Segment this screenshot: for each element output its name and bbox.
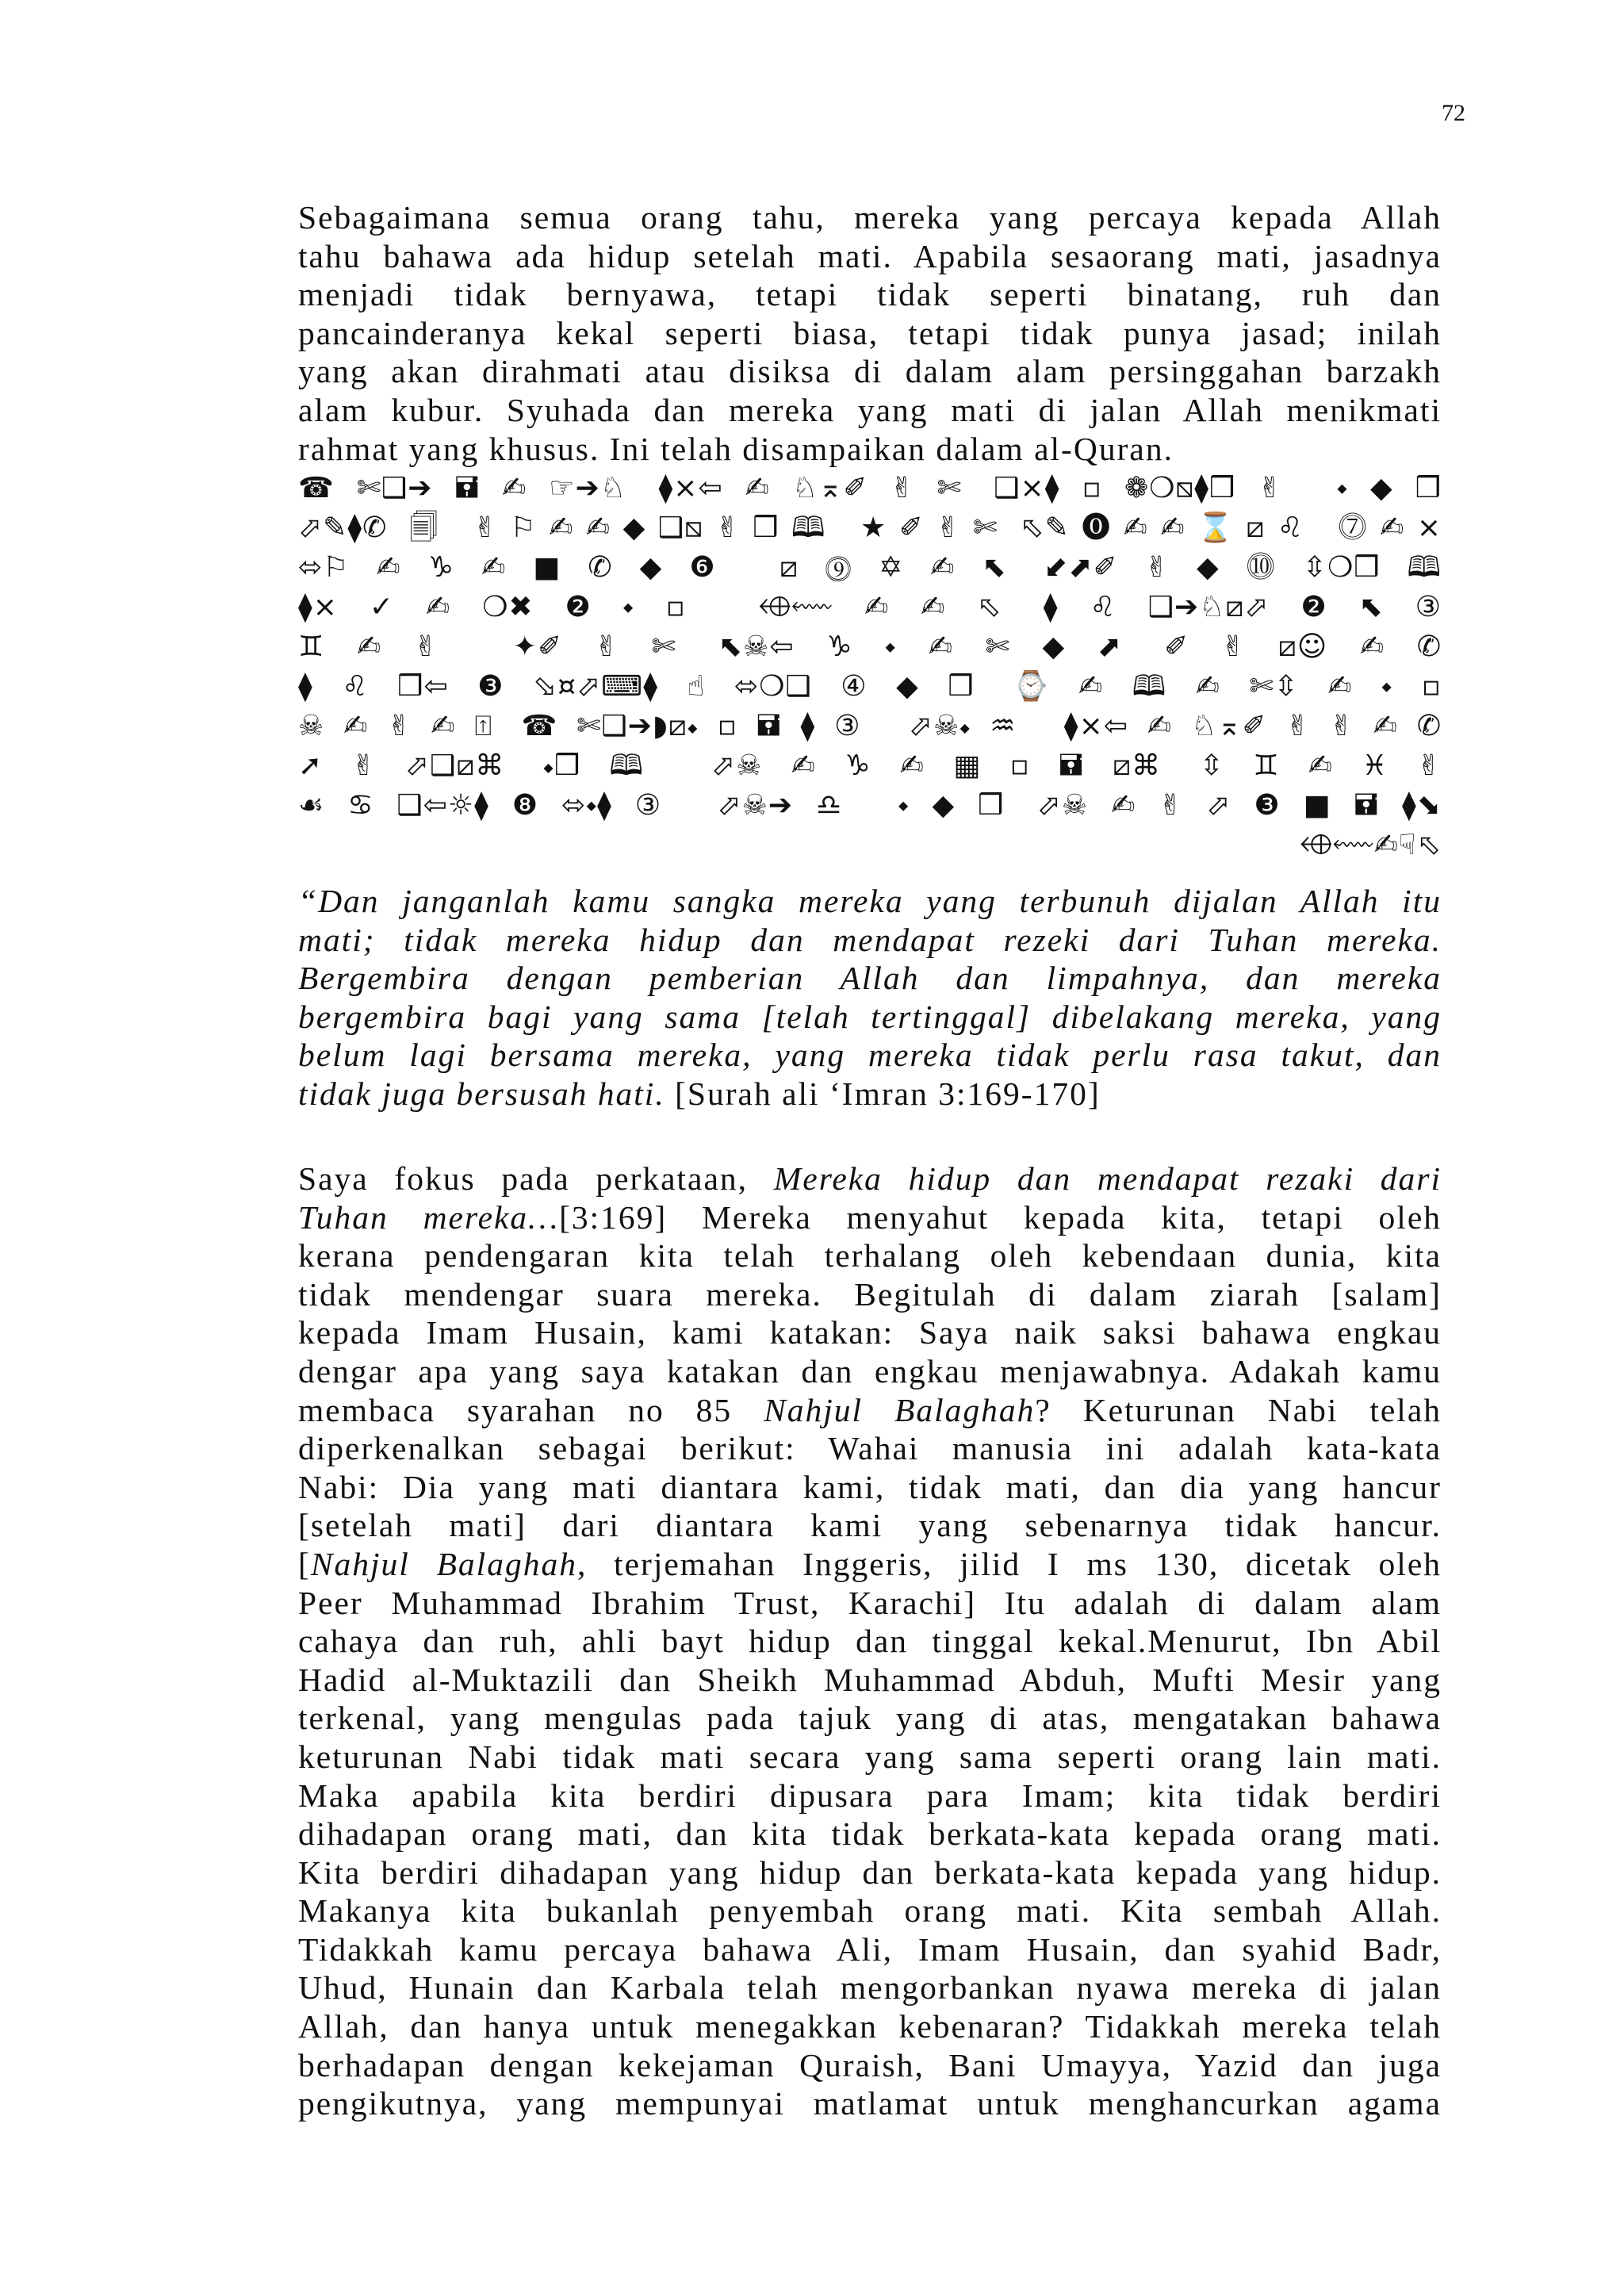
- paragraph-line: tidak mendengar suara mereka. Begitulah di dalam ziarah [salam]: [298, 1275, 1442, 1313]
- paragraph-line: Nabi: Dia yang mati diantara kami, tidak mati, dan dia yang hancur: [298, 1468, 1442, 1505]
- paragraph-line: Sebagaimana semua orang tahu, mereka yang percaya kepada Allah: [298, 199, 1442, 236]
- paragraph-line: Uhud, Hunain dan Karbala telah mengorbankan nyawa mereka di jalan: [298, 1969, 1442, 2007]
- paragraph-line: Maka apabila kita berdiri dipusara para Imam; kita tidak berdiri: [298, 1777, 1442, 1814]
- symbol-line: ⬲⬳✍☟⬁: [1300, 829, 1442, 861]
- symbol-line: ☎✄❑➔🖬✍☞➔♘ ⧫×⇦✍♘⌅✐✌✄ ❑×⧫▫❁❍⧅⧫❒✌ ⬩◆❒: [298, 472, 1442, 504]
- symbol-line: ⧫×✓✍❍✖❷⬩▫ ⬲⬳✍✍⬁ ⧫♌❑➔♘⧄⬀❷⬉③: [298, 591, 1442, 623]
- paragraph-line: kepada Imam Husain, kami katakan: Saya naik saksi bahawa engkau: [298, 1314, 1442, 1351]
- paragraph-1: [298, 198, 1442, 468]
- paragraph-line: keturunan Nabi tidak mati secara yang sama seperti orang lain mati.: [298, 1738, 1442, 1775]
- text-run: , terjemahan Inggeris, jilid I ms 130, dicetak oleh: [576, 1545, 1442, 1582]
- symbol-line: ☠✍✌✍⍐ ☎✄❑➔◗⧄⬩▫🖬⧫③ ⬀☠⬩♒ ⧫×⇦✍♘⌅✐✌✌✍✆: [298, 710, 1442, 742]
- emphasis-run: Mereka hidup dan mendapat rezaki dari: [773, 1160, 1442, 1197]
- paragraph-line: rahmat yang khusus. Ini telah disampaikan dalam al-Quran.: [298, 430, 1174, 467]
- garbled-arabic-verse: [298, 469, 1442, 865]
- paragraph-line: Allah, dan hanya untuk menegakkan kebenaran? Tidakkah mereka telah: [298, 2008, 1442, 2045]
- text-run: ? Keturunan Nabi telah: [1035, 1391, 1442, 1428]
- paragraph-line: [298, 1198, 1442, 1237]
- symbol-line: ⬄⚐✍♑✍■✆◆❻ ⧄⓽✡✍⬉ ⬋⬈✐✌◆⓾⇳❍❒🕮: [298, 551, 1442, 584]
- quote-line: belum lagi bersama mereka, yang mereka tidak perlu rasa takut, dan: [298, 1037, 1442, 1074]
- paragraph-line: yang akan dirahmati atau disiksa di dalam alam persinggahan barzakh: [298, 353, 1442, 390]
- symbol-line: ➚✌⬀❑⧄⌘ ⬩❒🕮 ⬀☠✍♑✍▦▫🖬⧄⌘ ⇳♊✍♓✌: [298, 749, 1442, 782]
- paragraph-2: [298, 1159, 1442, 2123]
- paragraph-line: pancainderanya kekal seperti biasa, tetapi tidak punya jasad; inilah: [298, 314, 1442, 351]
- paragraph-line: [setelah mati] dari diantara kami yang sebenarnya tidak hancur.: [298, 1507, 1442, 1544]
- page-number: 72: [1442, 100, 1465, 126]
- paragraph-line: Kita berdiri dihadapan yang hidup dan berkata-kata kepada yang hidup.: [298, 1853, 1442, 1891]
- symbol-line: ♊✍✌ ✦✐✌✄ ⬉☠⇦♑⬩✍✄◆⬈ ✐✌⧄☺✍✆: [298, 631, 1442, 663]
- quote-line: Bergembira dengan pemberian Allah dan limpahnya, dan mereka: [298, 960, 1442, 997]
- emphasis-run: Nahjul Balaghah: [310, 1545, 577, 1582]
- text-run: membaca syarahan no 85: [298, 1391, 764, 1428]
- paragraph-line: alam kubur. Syuhada dan mereka yang mati di jalan Allah menikmati: [298, 391, 1442, 428]
- quote-ending: tidak juga bersusah hati.: [298, 1075, 665, 1112]
- text-run: [3:169] Mereka menyahut kepada kita, tetapi oleh: [559, 1198, 1442, 1236]
- text-run: [: [298, 1545, 311, 1582]
- quote-line-last: [298, 1075, 1442, 1114]
- quote-line: “Dan janganlah kamu sangka mereka yang terbunuh dijalan Allah itu: [298, 883, 1442, 919]
- text-run: Saya fokus pada perkataan,: [298, 1160, 774, 1197]
- paragraph-line: diperkenalkan sebagai berikut: Wahai manusia ini adalah kata-kata: [298, 1430, 1442, 1467]
- quote-line: mati; tidak mereka hidup dan mendapat rezeki dari Tuhan mereka.: [298, 921, 1442, 958]
- symbol-line: ⬀✎⧫✆ 🗐 ✌⚐✍✍◆❑⧅✌❒🕮 ★✐✌✄ ⬁✎⓿✍✍⌛⧄♌ ⓻✍×: [298, 512, 1442, 544]
- paragraph-line: pengikutnya, yang mempunyai matlamat untuk menghancurkan agama: [298, 2085, 1442, 2122]
- quran-translation-quote: [298, 882, 1442, 1114]
- symbol-line: ☙♋❑⇦☼⧫❽⬄⬩⧫③ ⬀☠➔♎ ⬩◆❒ ⬀☠✍✌⬀❸■🖬⧫⬊: [298, 789, 1442, 822]
- paragraph-line: [298, 1545, 1442, 1584]
- paragraph-line: dihadapan orang mati, dan kita tidak berkata-kata kepada orang mati.: [298, 1815, 1442, 1853]
- paragraph-line: cahaya dan ruh, ahli bayt hidup dan tinggal kekal.Menurut, Ibn Abil: [298, 1623, 1442, 1660]
- paragraph-line: berhadapan dengan kekejaman Quraish, Bani Umayya, Yazid dan juga: [298, 2046, 1442, 2083]
- paragraph-line: [298, 1159, 1442, 1198]
- paragraph-line: tahu bahawa ada hidup setelah mati. Apabila sesaorang mati, jasadnya: [298, 237, 1442, 274]
- paragraph-line: terkenal, yang mengulas pada tajuk yang di atas, mengatakan bahawa: [298, 1700, 1442, 1737]
- paragraph-line: kerana pendengaran kita telah terhalang oleh kebendaan dunia, kita: [298, 1237, 1442, 1274]
- paragraph-line: [298, 1391, 1442, 1430]
- paragraph-line: Peer Muhammad Ibrahim Trust, Karachi] Itu adalah di dalam alam: [298, 1584, 1442, 1621]
- quote-line: bergembira bagi yang sama [telah tertinggal] dibelakang mereka, yang: [298, 998, 1442, 1035]
- paragraph-line: Tidakkah kamu percaya bahawa Ali, Imam Husain, dan syahid Badr,: [298, 1930, 1442, 1968]
- paragraph-line: Makanya kita bukanlah penyembah orang mati. Kita sembah Allah.: [298, 1892, 1442, 1930]
- quote-reference: [Surah ali ‘Imran 3:169-170]: [675, 1075, 1101, 1112]
- paragraph-line: menjadi tidak bernyawa, tetapi tidak seperti binatang, ruh dan: [298, 276, 1442, 313]
- symbol-line: ⧫♌❒⇦❸⬂¤⬀⌨⧫☝⬄❍❑④◆❒ ⌚✍🕮✍✄⇳✍⬩▫: [298, 670, 1442, 703]
- paragraph-line: Hadid al-Muktazili dan Sheikh Muhammad Abduh, Mufti Mesir yang: [298, 1661, 1442, 1698]
- emphasis-run: Tuhan mereka…: [298, 1198, 560, 1236]
- paragraph-line: dengar apa yang saya katakan dan engkau menjawabnya. Adakah kamu: [298, 1352, 1442, 1389]
- emphasis-run: Nahjul Balaghah: [764, 1391, 1036, 1428]
